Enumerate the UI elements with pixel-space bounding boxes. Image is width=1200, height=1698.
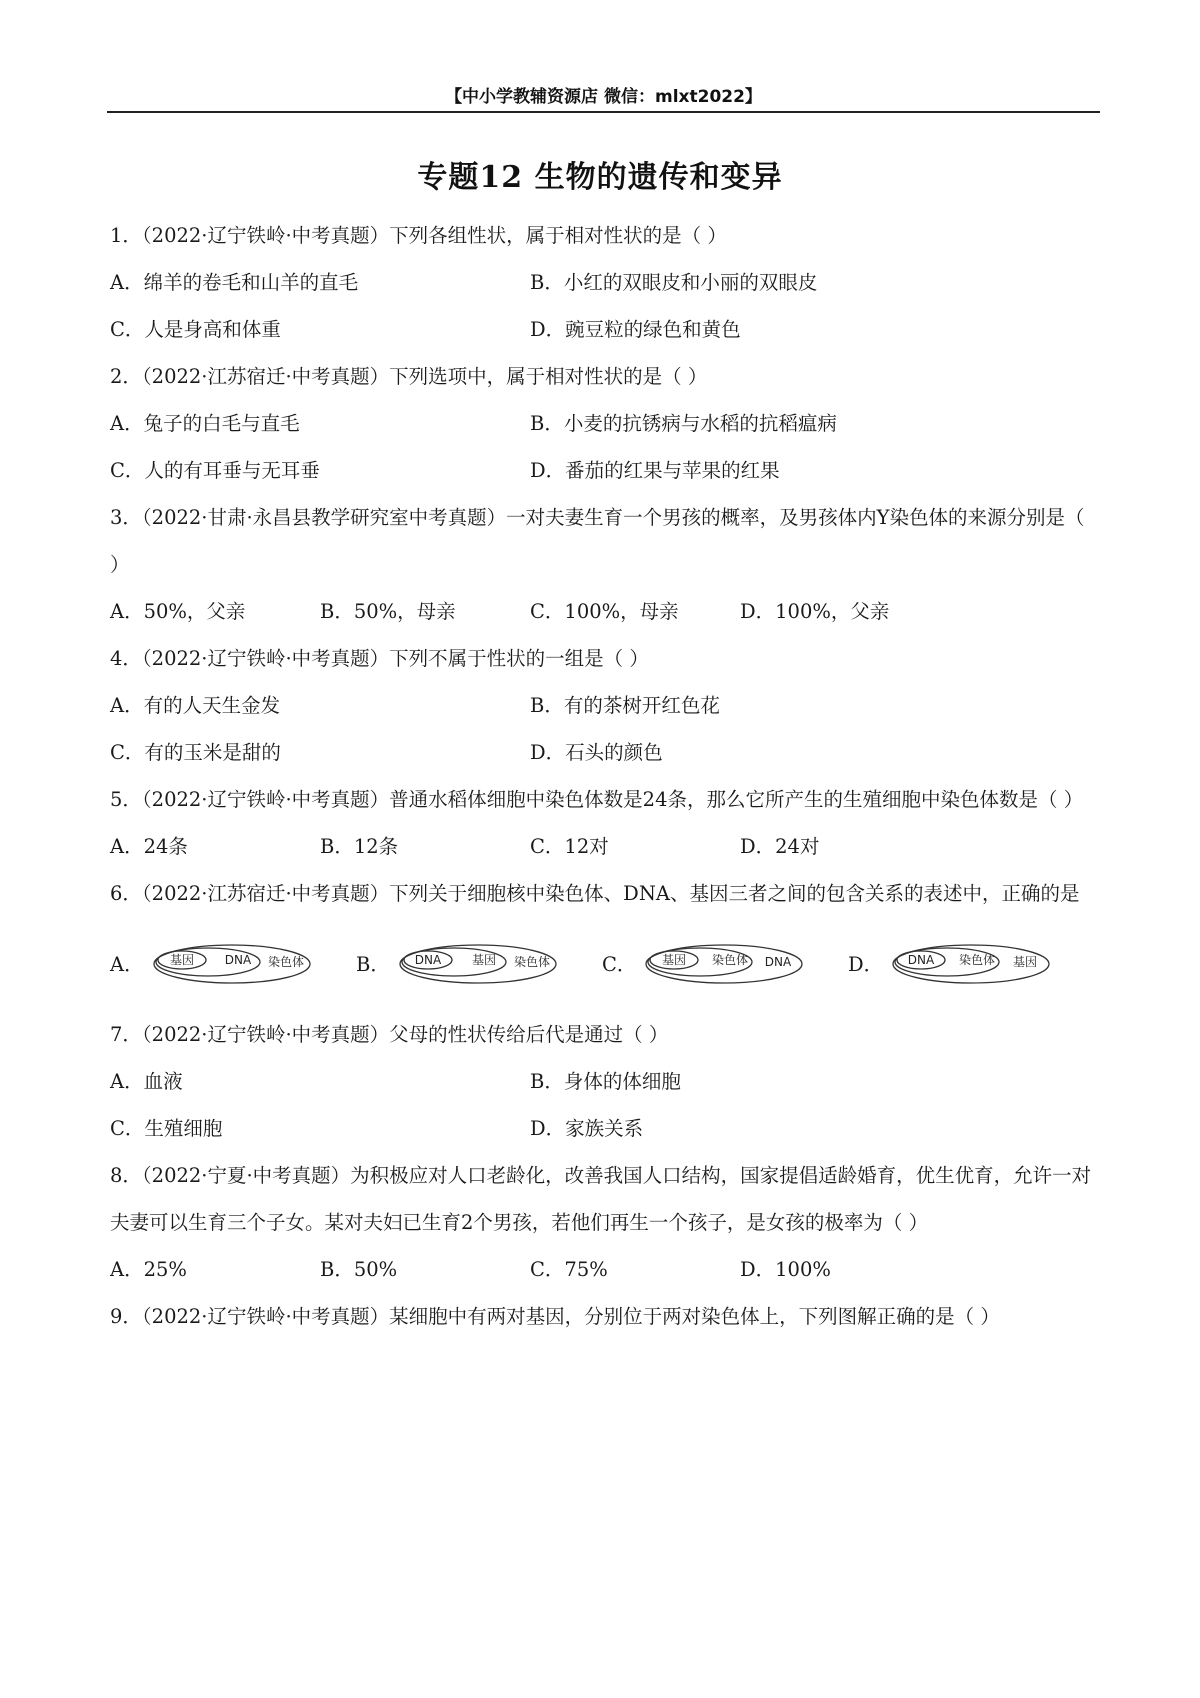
option-d: D．家族关系: [530, 1117, 644, 1140]
option-a: A．24条: [110, 835, 188, 858]
page-header: 【中小学教辅资源店 微信：mlxt2022】: [445, 87, 762, 107]
outer-label: 基因: [1013, 955, 1038, 969]
outer-label: 染色体: [513, 955, 550, 969]
option-c: C．生殖细胞: [110, 1117, 223, 1140]
question-stem: 7．（2022·辽宁铁岭·中考真题）父母的性状传给后代是通过（ ）: [110, 1023, 669, 1046]
option-letter: A．: [110, 952, 144, 976]
question-stem: 3．（2022·甘肃·永昌县教学研究室中考真题）一对夫妻生育一个男孩的概率，及男孩体内Y染色体的来源分别是（ ）: [110, 506, 1085, 576]
option-c: C．75%: [530, 1258, 608, 1281]
question-stem: 9．（2022·辽宁铁岭·中考真题）某细胞中有两对基因，分别位于两对染色体上，下列图解正确的是（ ）: [110, 1305, 1000, 1328]
option-c: C．有的玉米是甜的: [110, 741, 281, 764]
option-b: B．12条: [320, 835, 399, 858]
option-d: D．100%，父亲: [740, 600, 890, 623]
question-stem: 6．（2022·江苏宿迁·中考真题）下列关于细胞核中染色体、DNA、基因三者之间的包含关系的表述中，正确的是: [110, 882, 1080, 905]
option-list: [110, 823, 1100, 870]
option-d: D．100%: [740, 1258, 831, 1281]
option-c: C．12对: [530, 835, 609, 858]
option-b: B．小红的双眼皮和小丽的双眼皮: [530, 271, 818, 294]
option-c: C．人的有耳垂与无耳垂: [110, 459, 320, 482]
question-7: [110, 1011, 1100, 1152]
middle-label: 染色体: [712, 953, 749, 967]
document-title: 专题12 生物的遗传和变异: [417, 160, 783, 195]
option-list: [110, 588, 1100, 635]
inner-label: 基因: [662, 953, 687, 967]
question-1: [110, 212, 1100, 353]
question-stem: 1．（2022·辽宁铁岭·中考真题）下列各组性状，属于相对性状的是（ ）: [110, 224, 727, 247]
question-stem: 4．（2022·辽宁铁岭·中考真题）下列不属于性状的一组是（ ）: [110, 647, 649, 670]
middle-label: 染色体: [959, 953, 996, 967]
option-a: A．有的人天生金发: [110, 694, 281, 717]
option-list: [110, 1058, 1100, 1152]
question-2: [110, 353, 1100, 494]
question-stem: 8．（2022·宁夏·中考真题）为积极应对人口老龄化，改善我国人口结构，国家提倡适龄婚育，优生优育，允许一对夫妻可以生育三个子女。某对夫妇已生育2个男孩，若他们再生一个孩子，是女孩的极率为（ ）: [110, 1164, 1092, 1234]
question-stem: 5．（2022·辽宁铁岭·中考真题）普通水稻体细胞中染色体数是24条，那么它所产生的生殖细胞中染色体数是（ ）: [110, 788, 1084, 811]
option-list: [110, 1246, 1100, 1293]
nested-ellipse-diagram: [152, 942, 312, 986]
option-d: D．石头的颜色: [530, 741, 663, 764]
option-d: D．24对: [740, 835, 820, 858]
nested-ellipse-diagram: [398, 942, 558, 986]
question-stem: 2．（2022·江苏宿迁·中考真题）下列选项中，属于相对性状的是（ ）: [110, 365, 708, 388]
diagram-option-list: [110, 933, 1100, 995]
option-a: A．25%: [110, 1258, 187, 1281]
diagram-option-b: [356, 941, 602, 988]
question-6: [110, 870, 1100, 995]
header-divider: [107, 111, 1100, 113]
option-d: D．番茄的红果与苹果的红果: [530, 459, 780, 482]
question-list: [110, 212, 1100, 1340]
option-c: C．100%，母亲: [530, 600, 679, 623]
outer-label: DNA: [765, 955, 792, 969]
question-5: [110, 776, 1100, 870]
option-d: D．豌豆粒的绿色和黄色: [530, 318, 741, 341]
option-b: B．50%: [320, 1258, 398, 1281]
option-a: A．兔子的白毛与直毛: [110, 412, 300, 435]
question-8: [110, 1152, 1100, 1293]
option-letter: C．: [602, 952, 637, 976]
option-letter: D．: [848, 952, 884, 976]
option-b: B．50%，母亲: [320, 600, 456, 623]
question-4: [110, 635, 1100, 776]
option-c: C．人是身高和体重: [110, 318, 281, 341]
nested-ellipse-diagram: [644, 942, 804, 986]
question-9: [110, 1293, 1100, 1340]
middle-label: DNA: [224, 953, 251, 967]
option-a: A．绵羊的卷毛和山羊的直毛: [110, 271, 359, 294]
option-list: [110, 400, 1100, 494]
diagram-option-a: [110, 941, 356, 988]
option-b: B．小麦的抗锈病与水稻的抗稻瘟病: [530, 412, 837, 435]
diagram-option-d: [848, 941, 1094, 988]
option-a: A．50%，父亲: [110, 600, 246, 623]
inner-label: 基因: [169, 953, 194, 967]
inner-label: DNA: [414, 953, 442, 967]
option-list: [110, 259, 1100, 353]
option-list: [110, 682, 1100, 776]
option-letter: B．: [356, 952, 390, 976]
option-b: B．身体的体细胞: [530, 1070, 681, 1093]
option-a: A．血液: [110, 1070, 183, 1093]
middle-label: 基因: [471, 953, 496, 967]
outer-label: 染色体: [267, 955, 304, 969]
option-b: B．有的茶树开红色花: [530, 694, 720, 717]
inner-label: DNA: [907, 953, 935, 967]
question-3: [110, 494, 1100, 635]
nested-ellipse-diagram: [891, 942, 1051, 986]
diagram-option-c: [602, 941, 848, 988]
